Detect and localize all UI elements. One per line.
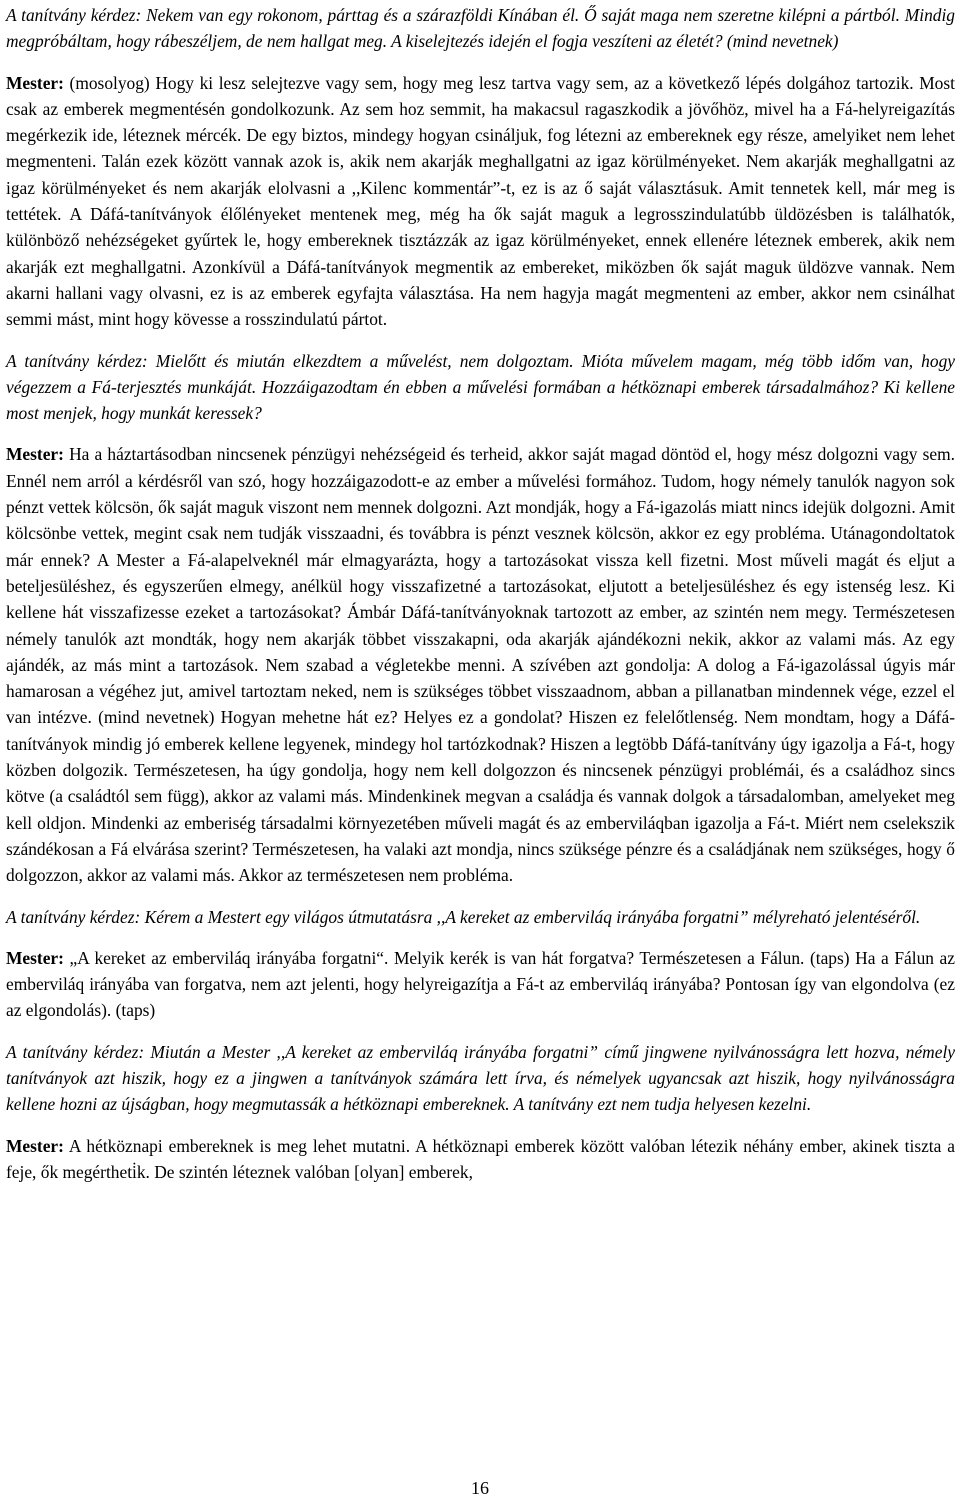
question-paragraph-1: A tanítvány kérdez: Nekem van egy rokonom, párttag és a szárazföldi Kínában él. Ő saját maga nem szeretne kilépni a pártból. Mindig megpróbáltam, hogy rábeszéljem, de nem hallgat meg. A kiselejtezés idején el fogja veszíteni az életét? (mind nevetnek)	[6, 5, 955, 52]
answer-text-4: A hétköznapi embereknek is meg lehet mutatni. A hétköznapi emberek között valóban létezik néhány ember, akinek tiszta a feje, ők megértheti̇k. De szintén léteznek valóban [olyan] emberek,	[6, 1135, 956, 1182]
document-page	[6, 2, 955, 1200]
answer-text-2: Ha a háztartásodban nincsenek pénzügyi nehézségeid és terheid, akkor saját magad döntöd el, hogy mész dolgozni vagy sem. Ennél nem arról a kérdésről van szó, hogy hozzáigazodott-e az ember a művelési formához. Tudom, hogy némely tanulók nagyon sok pénzt vettek kölcsön, ők saját maguk viszont nem mennek dolgozni. Azt mondják, hogy a Fá-igazolás miatt nincs idejük dolgozni. Amit kölcsönbe vettek, megint csak nem tudják visszaadni, és továbbra is pénzt vesznek kölcsön, akkor ez egy probléma. Utánagondoltatok már ennek? A Mester a Fá-alapelveknél már elmagyarázta, hogy a tartozásokat vissza kell fizetni. Most műveli magát és eljut a beteljesüléshez, és egyszerűen elmegy, anélkül hogy visszafizetné a tartozásokat, eljutott a beteljesüléshez és egy istenség lesz. Ki kellene hát visszafizesse ezeket a tartozásokat? Ámbár Dáfá-tanítványoknak tartozott az ember, az szintén nem megy. Természetesen némely tanulók azt mondták, hogy nem akarják többet visszakapni, oda akarják ajándékozni nekik, akkor az valami más. Az egy ajándék, az más mint a tartozások. Nem szabad a végletekbe menni. A szívében azt gondolja: A dolog a Fá-igazolással úgyis már hamarosan a végéhez jut, amivel tartoztam neked, nem is szükséges többet visszaadnom, abban a pillanatban mindennek vége, ezzel el van intézve. (mind nevetnek) Hogyan mehetne hát ez? Helyes ez a gondolat? Hiszen ez felelőtlenség. Nem mondtam, hogy a Dáfá-tanítványok mindig jó emberek kellene legyenek, mindegy hol tartózkodnak? Hiszen a legtöbb Dáfá-tanítvány úgy igazolja a Fá-t, hogy közben dolgozik. Természetesen, ha úgy gondolja, hogy nem kell dolgozzon és nincsenek pénzügyi problémái, és a családhoz sincs kötve (a családtól sem függ), akkor az valami más. Mindenkinek megvan a családja és vannak dolgok a társadalomban, amelyeket meg kell oldjon. Mindenki az emberiség társadalmi környezetében műveli magát és az emberviláqban igazolja a Fá-t. Miért nem cselekszik szándékosan a Fá elvárása szerint? Természetesen, ha valaki azt mondja, nincs szüksége pénzre és a családjának nem szükséges, hogy ő dolgozzon, akkor az valami más. Akkor az természetesen nem probléma.	[6, 444, 956, 886]
answer-paragraph-2	[6, 441, 955, 888]
answer-paragraph-3	[6, 945, 955, 1024]
question-paragraph-2: A tanítvány kérdez: Mielőtt és miután elkezdtem a művelést, nem dolgoztam. Mióta művelem magam, még több időm van, hogy végezzem a Fá-terjesztés munkáját. Hozzáigazodtam én ebben a művelési formában a hétköznapi emberek társadalmához? Ki kellene most menjek, hogy munkát keressek?	[6, 350, 955, 424]
answer-paragraph-1	[6, 70, 955, 333]
answer-text-1: (mosolyog) Hogy ki lesz selejtezve vagy sem, hogy meg lesz tartva vagy sem, az a következő lépés dolgához tartozik. Most csak az emberek megmentésén gondolkozunk. Az sem hoz semmit, ha makacsul ragaszkodik a jövőhöz, mivel ha a Fá-helyreigazítás megérkezik ide, léteznek mércék. De egy biztos, mindegy hogyan csináljuk, fog létezni az embereknek egy része, amelyiket nem lehet megmenteni. Talán ezek között vannak azok is, akik nem akarják meghallgatni az igaz körülményeket. Nem akarják meghallgatni az igaz körülményeket és nem akarják elolvasni a ,,Kilenc kommentár”-t, ez is az ő saját választásuk. Amit tennetek kell, már meg is tettétek. A Dáfá-tanítványok élőlényeket mentenek meg, még ha ők saját maguk a legrosszindulatúbb üldözésben is találhatók, különböző nehézségeket gyűrtek le, hogy embereknek tisztázzák az igaz körülményeket, ennek ellenére léteznek emberek, akik nem akarják ezt meghallgatni. Azonkívül a Dáfá-tanítványok megmentik az embereket, miközben ők saját maguk üldözve vannak. Nem akarni hallani vagy olvasni, ez is az emberek egyfajta választása. Ha nem hagyja magát megmenteni az ember, akkor nem csinálhat semmi mást, mint hogy kövesse a rosszindulatú pártot.	[6, 72, 955, 330]
question-paragraph-3: A tanítvány kérdez: Kérem a Mestert egy világos útmutatásra ,,A kereket az emberviláq irányába forgatni” mélyreható jelentéséről.	[6, 906, 921, 927]
speaker-label: Mester:	[6, 1135, 64, 1156]
answer-text-3: „A kereket az emberviláq irányába forgatni“. Melyik kerék is van hát forgatva? Természetesen a Fálun. (taps) Ha a Fálun az emberviláq irányába van forgatva, nem azt jelenti, hogy helyreigazítja a Fá-t az emberviláq irányába? Pontosan így van elgondolva (ez az elgondolás). (taps)	[6, 947, 955, 1021]
question-paragraph-4: A tanítvány kérdez: Miután a Mester ,,A kereket az emberviláq irányába forgatni” című jingwene nyilvánosságra lett hozva, némely tanítványok azt hiszik, hogy ez a jingwen a tanítványok számára lett írva, és némelyek ugyancsak azt hiszik, hogy nyilvánosságra kellene hozni az újságban, hogy megmutassák a hétköznapi embereknek. A tanítvány ezt nem tudja helyesen kezelni.	[6, 1041, 955, 1115]
page-number: 16	[471, 1478, 489, 1498]
answer-paragraph-4	[6, 1133, 955, 1186]
speaker-label: Mester:	[6, 72, 64, 93]
speaker-label: Mester:	[6, 444, 64, 465]
speaker-label: Mester:	[6, 947, 64, 968]
